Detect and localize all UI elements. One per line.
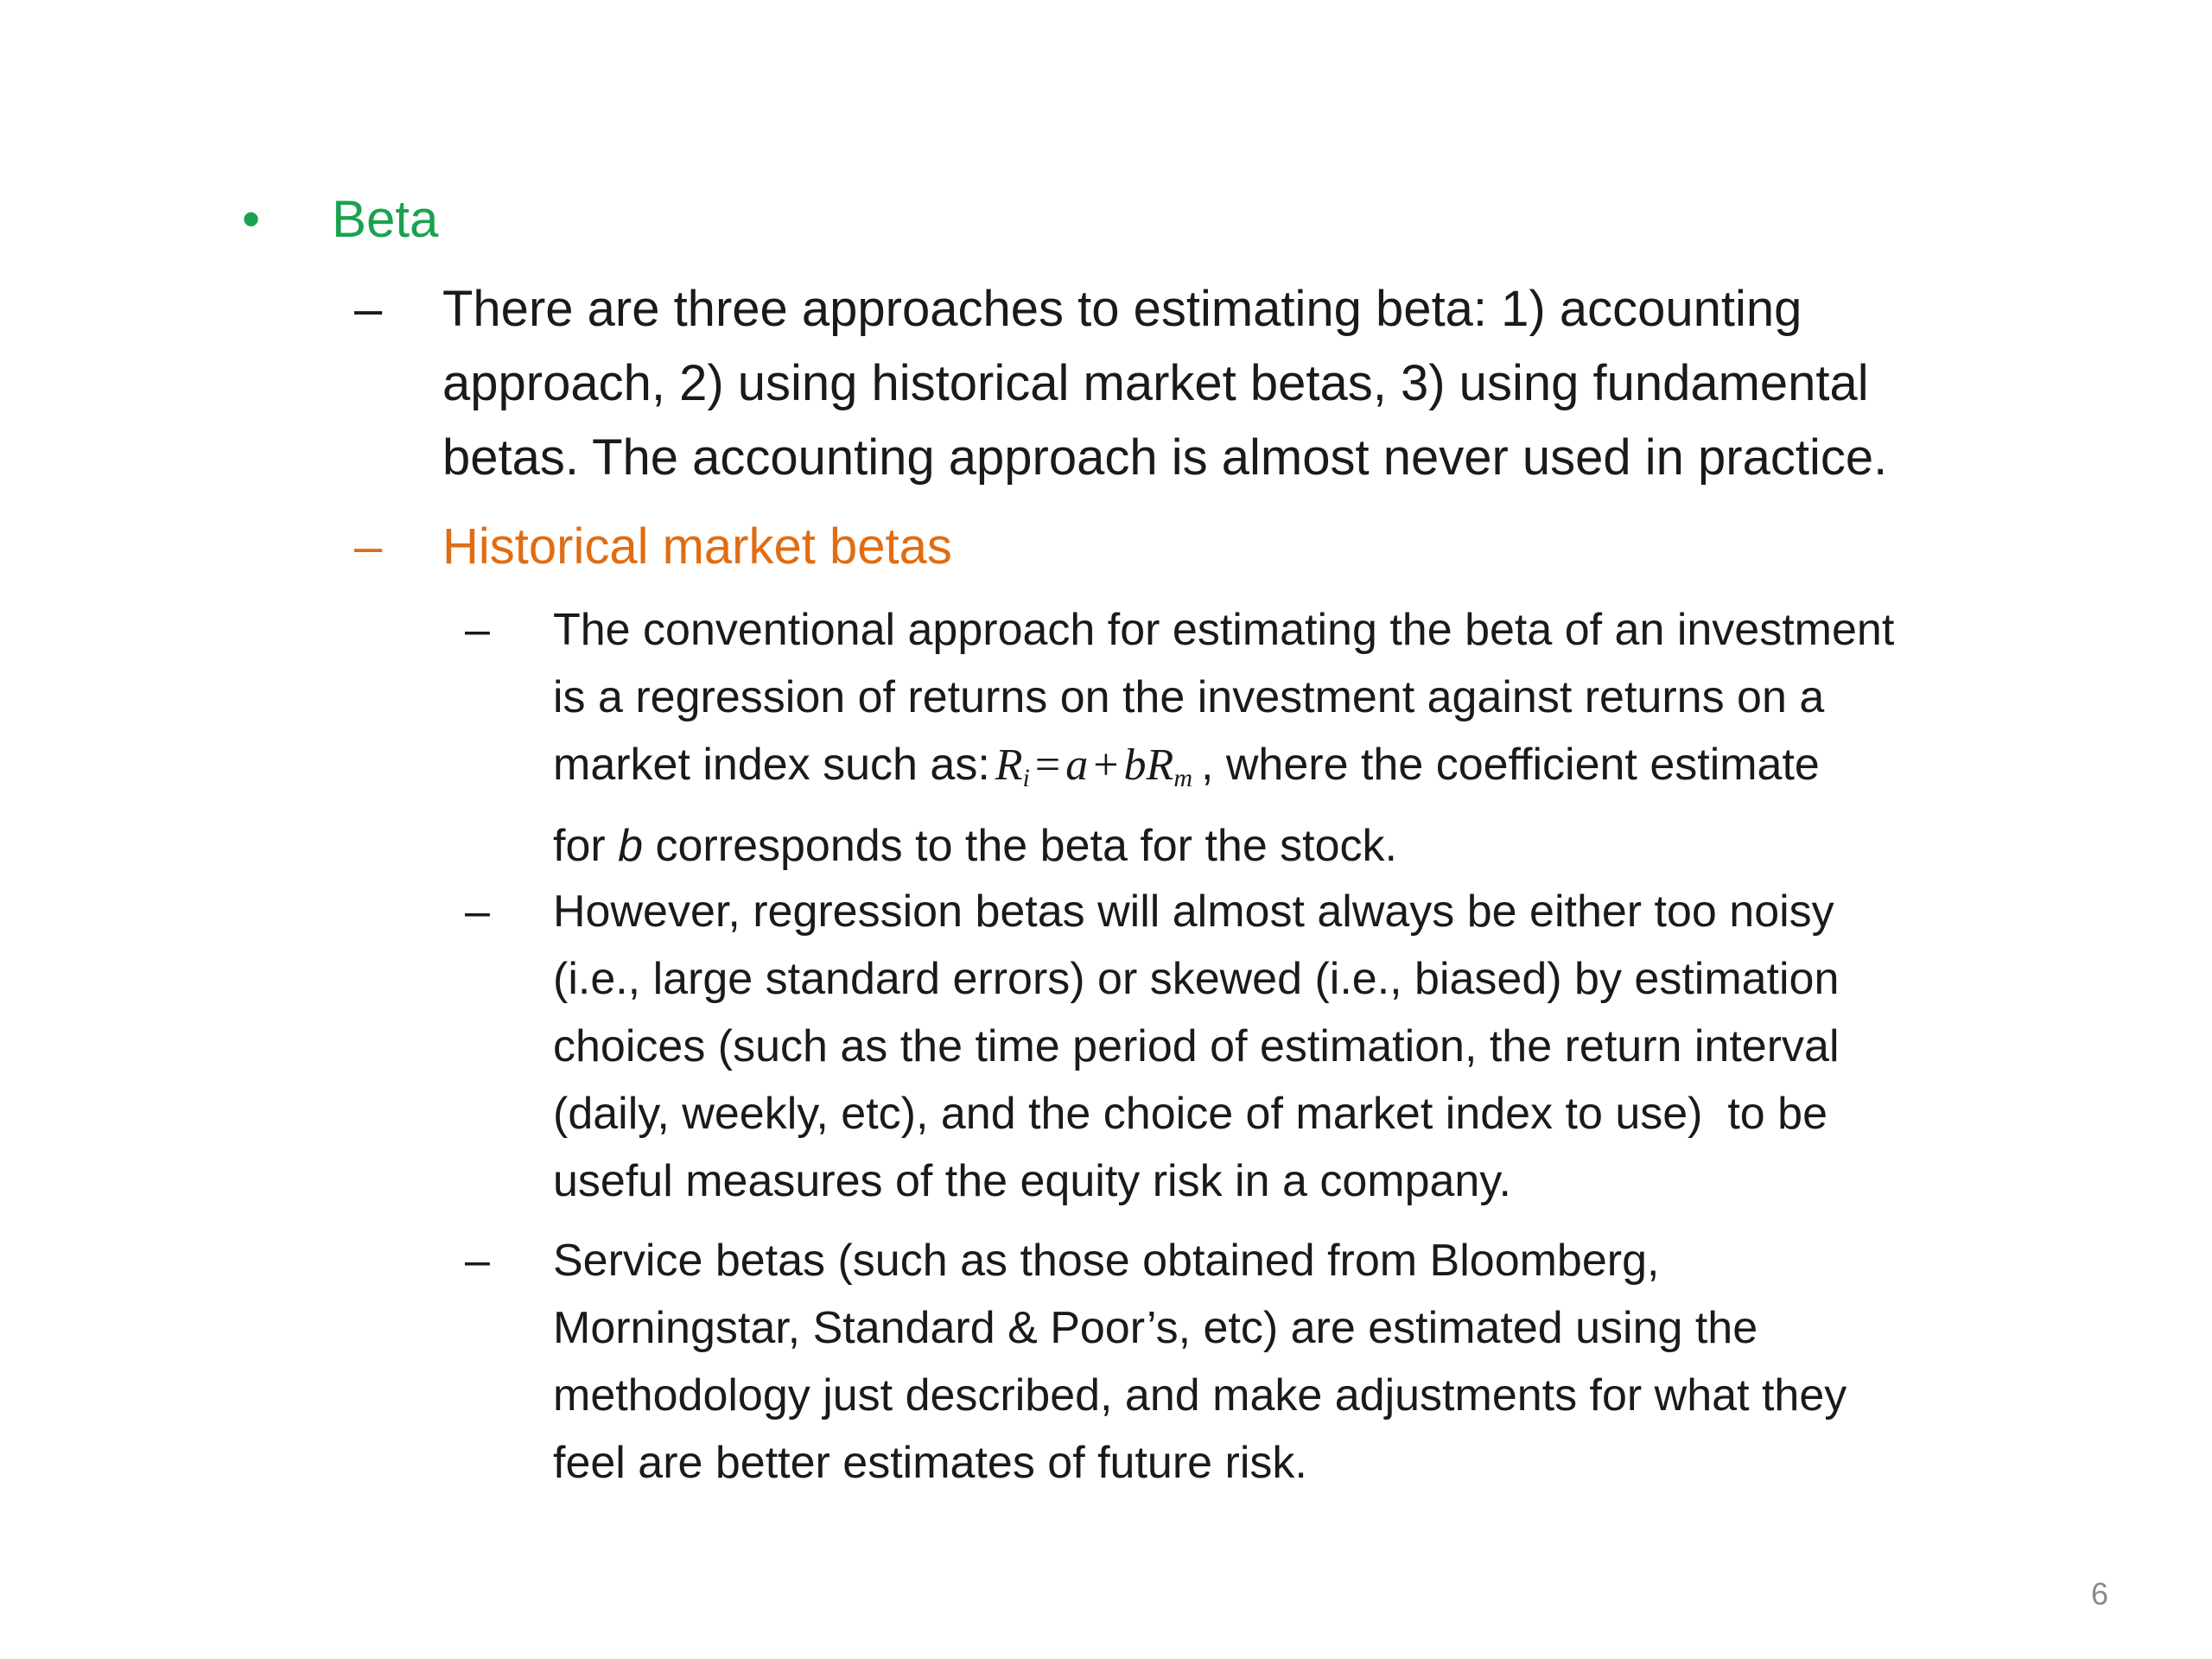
however-line-5: useful measures of the equity risk in a company. [553, 1156, 1511, 1206]
sub-bullet-approaches [354, 272, 2136, 495]
conventional-text [553, 596, 2126, 880]
however-text [553, 878, 2126, 1215]
dash-marker: – [465, 605, 490, 655]
bullet-marker: • [242, 190, 261, 248]
formula-plus: + [1093, 741, 1119, 790]
formula-equals: = [1034, 741, 1061, 790]
dash-marker: – [465, 1236, 490, 1286]
approaches-text [442, 272, 2136, 495]
however-line-2: (i.e., large standard errors) or skewed (i.e., biased) by estimation [553, 954, 1840, 1004]
conventional-line-4 [553, 812, 2126, 880]
formula-lhs-sub: i [1022, 764, 1030, 792]
dash-marker: – [465, 887, 490, 937]
service-line-1: Service betas (such as those obtained from Bloomberg, [553, 1236, 1660, 1286]
approaches-line-2: approach, 2) using historical market betas, 3) using fundamental [442, 355, 1869, 411]
page-number: 6 [2090, 1576, 2108, 1611]
conventional-line-3 [553, 731, 2126, 812]
formula-lhs: R [995, 741, 1023, 790]
formula-b: bR [1123, 741, 1174, 790]
approaches-line-1: There are three approaches to estimating beta: 1) accounting [442, 281, 1802, 337]
dash-marker: – [354, 281, 383, 337]
conventional-line-3-after: , where the coefficient estimate [1200, 740, 1820, 790]
service-text [553, 1227, 2126, 1497]
conventional-line-1: The conventional approach for estimating the beta of an investment [553, 605, 1895, 655]
however-line-3: choices (such as the time period of estimation, the return interval [553, 1021, 1840, 1071]
service-line-2: Morningstar, Standard & Poor’s, etc) are estimated using the [553, 1303, 1758, 1353]
sub-bullet-historical [354, 510, 2136, 584]
service-line-3: methodology just described, and make adjustments for what they [553, 1370, 1847, 1421]
conventional-line-4-after: corresponds to the beta for the stock. [655, 821, 1397, 871]
sub-sub-bullet-service [465, 1227, 2126, 1497]
bullet-beta [242, 186, 438, 253]
sub-sub-bullet-conventional [465, 596, 2126, 880]
conventional-line-3-before: market index such as: [553, 740, 990, 790]
sub-sub-bullet-however [465, 878, 2126, 1215]
however-line-1: However, regression betas will almost always be either too noisy [553, 887, 1834, 937]
formula-a: a [1065, 741, 1089, 790]
bullet-title: Beta [332, 190, 439, 248]
service-line-4: feel are better estimates of future risk. [553, 1438, 1307, 1488]
variable-b: b [618, 821, 644, 871]
conventional-line-2: is a regression of returns on the investment against returns on a [553, 672, 1825, 722]
regression-formula [990, 741, 1201, 790]
conventional-line-4-before: for [553, 821, 606, 871]
approaches-line-3: betas. The accounting approach is almost never used in practice. [442, 429, 1888, 486]
however-line-4: (daily, weekly, etc), and the choice of market index to use) to be [553, 1089, 1828, 1139]
dash-marker: – [354, 518, 383, 575]
formula-b-sub: m [1173, 764, 1192, 792]
historical-title: Historical market betas [442, 518, 952, 575]
